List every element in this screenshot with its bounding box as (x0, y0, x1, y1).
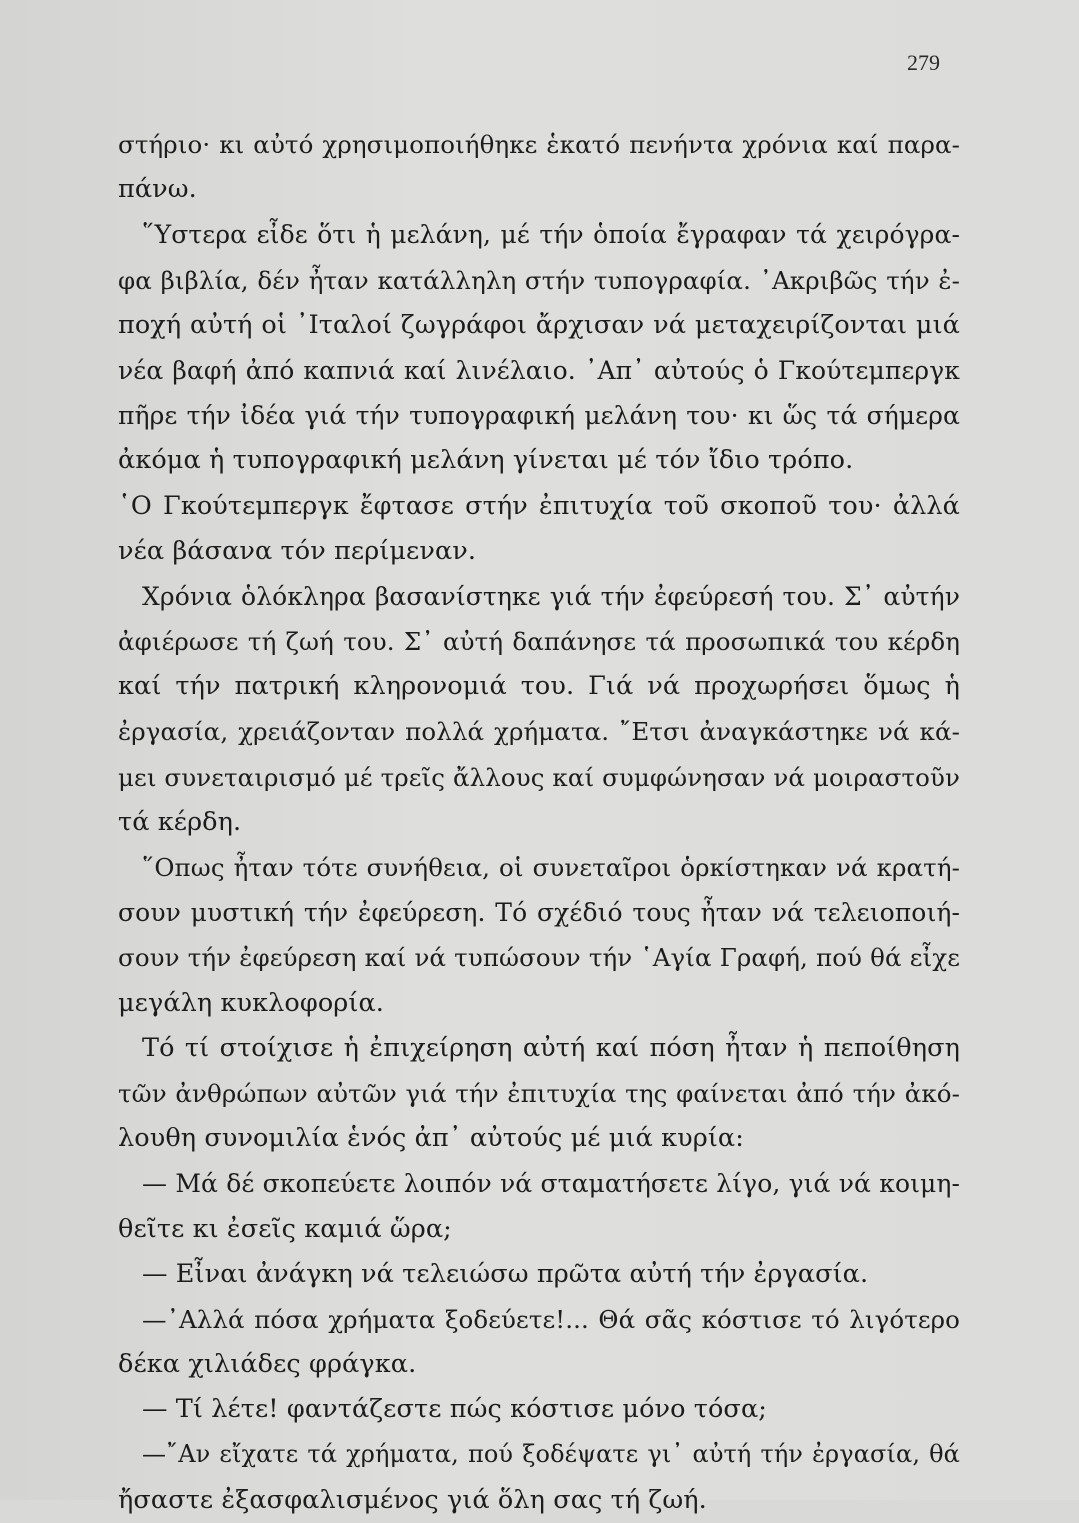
text-line: Τό τί στοίχισε ἡ ἐπιχείρηση αὐτή καί πόση ἦταν ἡ πεποίθηση (142, 1032, 960, 1063)
text-line: μεγάλη κυκλοφορία. (118, 987, 385, 1018)
text-line: σουν τήν ἐφεύρεση καί νά τυπώσουν τήν ῾Αγία Γραφή, πού θά εἶχε (118, 943, 960, 973)
text-line: στήριο· κι αὐτό χρησιμοποιήθηκε ἑκατό πενήντα χρόνια καί παρα- (118, 130, 960, 159)
text-line: θεῖτε κι ἐσεῖς καμιά ὥρα; (118, 1213, 452, 1244)
text-line: — Τί λέτε! φαντάζεστε πώς κόστισε μόνο τόσα; (142, 1394, 767, 1425)
text-line: φα βιβλία, δέν ἦταν κατάλληλη στήν τυπογραφία. ᾿Ακριβῶς τήν ἐ- (118, 265, 960, 295)
text-line: — Εἶναι ἀνάγκη νά τελειώσω πρῶτα αὐτή τήν ἐργασία. (142, 1258, 869, 1289)
text-line: πῆρε τήν ἰδέα γιά τήν τυπογραφική μελάνη του· κι ὥς τά σήμερα (118, 401, 960, 431)
text-line: ποχή αὐτή οἱ ᾿Ιταλοί ζωγράφοι ἄρχισαν νά μεταχειρίζονται μιά (118, 309, 960, 340)
text-line: σουν μυστική τήν ἐφεύρεση. Τό σχέδιό τους ἦταν νά τελειοποιή- (118, 898, 960, 928)
text-line: ῞Οπως ἦταν τότε συνήθεια, οἱ συνεταῖροι ὁρκίστηκαν νά κρατή- (142, 853, 960, 882)
text-line: ῞Υστερα εἶδε ὅτι ἡ μελάνη, μέ τήν ὁποία ἔγραφαν τά χειρόγρα- (142, 220, 960, 250)
text-line: δέκα χιλιάδες φράγκα. (118, 1349, 417, 1380)
body-text (118, 122, 960, 1523)
text-line: πάνω. (118, 174, 197, 205)
text-line: ἀφιέρωσε τή ζωή του. Σ᾿ αὐτή δαπάνησε τά προσωπικά του κέρδη (118, 627, 960, 657)
text-line: τῶν ἀνθρώπων αὐτῶν γιά τήν ἐπιτυχία της φαίνεται ἀπό τήν ἀκό- (118, 1078, 960, 1108)
text-line: ἐργασία, χρειάζονταν πολλά χρήματα. ῎Ετσι ἀναγκάστηκε νά κά- (118, 717, 960, 747)
text-line: μει συνεταιρισμό μέ τρεῖς ἄλλους καί συμφώνησαν νά μοιραστοῦν (118, 762, 960, 792)
text-line: Χρόνια ὁλόκληρα βασανίστηκε γιά τήν ἐφεύρεσή του. Σ᾿ αὐτήν (142, 581, 960, 611)
page-number: 279 (907, 50, 940, 75)
text-line: λουθη συνομιλία ἑνός ἀπ᾿ αὐτούς μέ μιά κυρία: (118, 1123, 744, 1154)
text-line: — Μά δέ σκοπεύετε λοιπόν νά σταματήσετε λίγο, γιά νά κοιμη- (142, 1169, 960, 1199)
text-line: καί τήν πατρική κληρονομιά του. Γιά νά προχωρήσει ὅμως ἡ (118, 671, 960, 702)
text-line: ἤσαστε ἐξασφαλισμένος γιά ὅλη σας τή ζωή. (118, 1484, 707, 1515)
text-line: ῾Ο Γκούτεμπεργκ ἔφτασε στήν ἐπιτυχία τοῦ σκοποῦ του· ἀλλά (118, 490, 960, 521)
text-line: νέα βάσανα τόν περίμεναν. (118, 535, 477, 566)
text-line: ἀκόμα ἡ τυπογραφική μελάνη γίνεται μέ τόν ἴδιο τρόπο. (118, 445, 854, 476)
text-line: τά κέρδη. (118, 806, 242, 837)
text-line: —᾿Αλλά πόσα χρήματα ξοδεύετε!... Θά σᾶς κόστισε τό λιγότερο (142, 1304, 960, 1334)
text-line: —῎Αν εἴχατε τά χρήματα, πού ξοδέψατε γι᾿ αὐτή τήν ἐργασία, θά (142, 1440, 960, 1469)
text-line: νέα βαφή ἀπό καπνιά καί λινέλαιο. ᾿Απ᾿ αὐτούς ὁ Γκούτεμπεργκ (118, 355, 960, 385)
